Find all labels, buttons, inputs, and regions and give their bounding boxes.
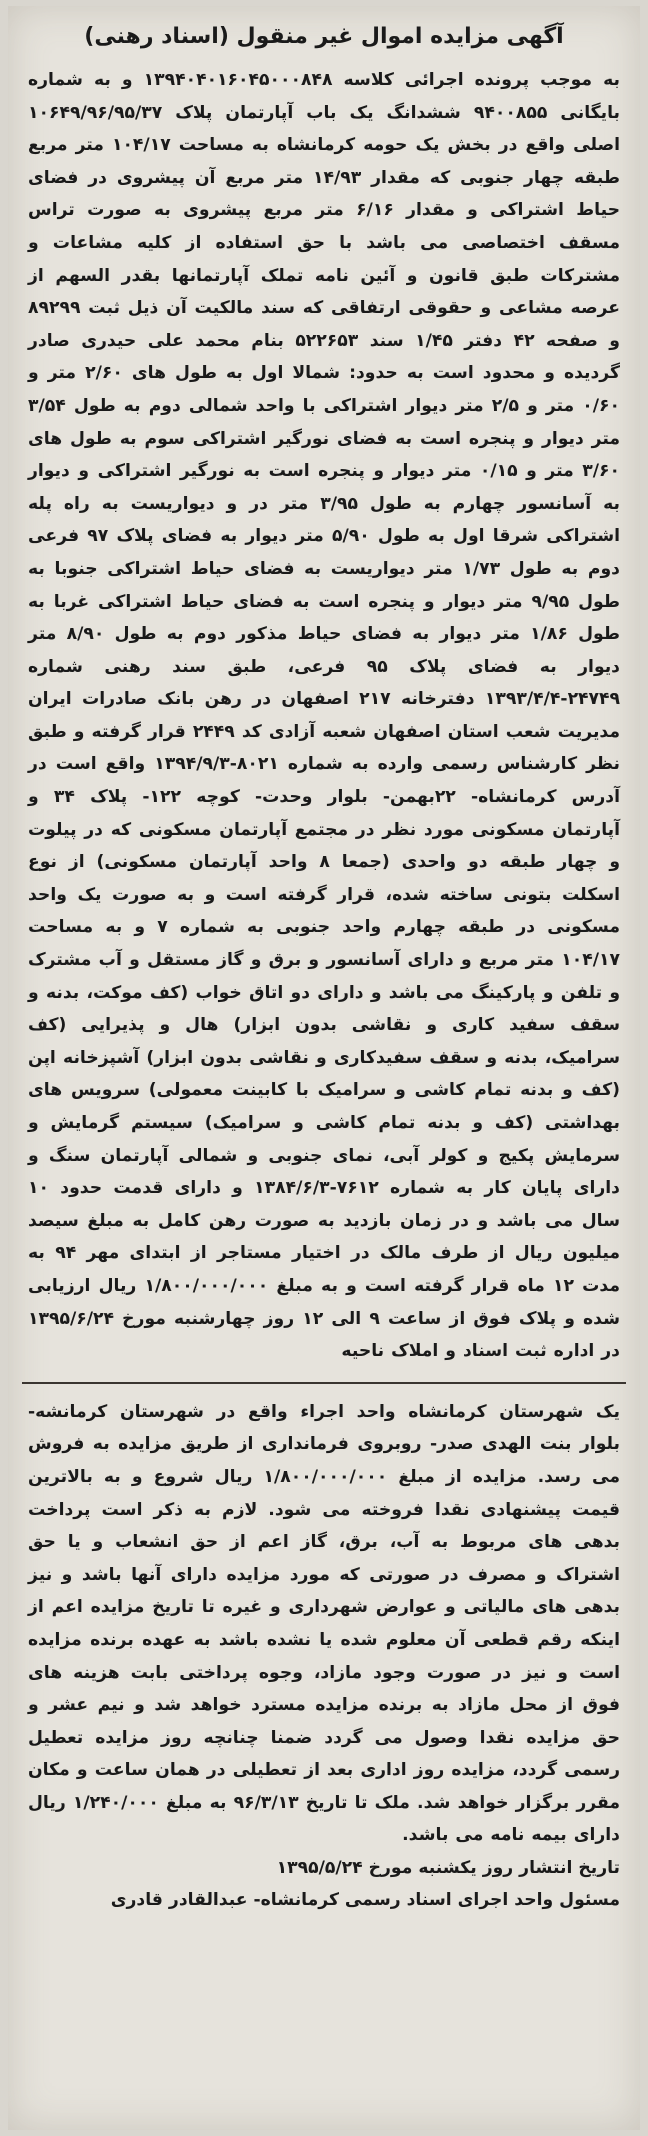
notice-body-part1: به موجب پرونده اجرائی کلاسه ۱۳۹۴۰۴۰۱۶۰۴۵۰۰۰۸۴۸ و به شماره بایگانی ۹۴۰۰۸۵۵ ششدانگ یک باب آپارتمان پلاک ۱۰۶۴۹/۹۶/۹۵/۳۷ اصلی واقع در بخش یک حومه کرمانشاه به مساحت ۱۰۴/۱۷ متر مربع طبقه چهار جنوبی که مقدار ۱۴/۹۳ متر مربع آن پیشروی در فضای حیاط اشتراکی و مقدار ۶/۱۶ متر مربع پیشروی به صورت تراس مسقف اختصاصی می باشد با حق استفاده از کلیه مشاعات و مشترکات طبق قانون و آئین نامه تملک آپارتمانها بقدر السهم از عرصه مشاعی و حقوقی ارتفاقی که سند مالکیت آن ذیل ثبت ۸۹۲۹۹ و صفحه ۴۲ دفتر ۱/۴۵ سند ۵۲۲۶۵۳ بنام محمد علی حیدری صادر گردیده و محدود است به حدود: شمالا اول به طول های ۲/۶۰ متر و ۰/۶۰ متر و ۲/۵ متر دیوار اشتراکی با واحد شمالی دوم به طول ۳/۵۴ متر دیوار و پنجره است به فضای نورگیر اشتراکی سوم به طول های ۳/۶۰ متر و ۰/۱۵ متر دیوار و پنجره است به نورگیر اشتراکی و دیوار به آسانسور چهارم به طول ۳/۹۵ متر در و دیواریست به راه پله اشتراکی شرقا اول به طول ۵/۹۰ متر دیوار به فضای پلاک ۹۷ فرعی دوم به طول ۱/۷۳ متر دیواریست به فضای حیاط اشتراکی جنوبا به طول ۹/۹۵ متر دیوار و پنجره است به فضای حیاط اشتراکی غربا به طول ۱/۸۶ متر دیوار به فضای حیاط مذکور دوم به طول ۸/۹۰ متر دیوار به فضای پلاک ۹۵ فرعی، طبق سند رهنی شماره ۲۴۷۴۹-۱۳۹۳/۴/۴ دفترخانه ۲۱۷ اصفهان در رهن بانک صادرات ایران مدیریت شعب استان اصفهان شعبه آزادی کد ۲۴۴۹ قرار گرفته و طبق نظر کارشناس رسمی وارده به شماره ۸۰۲۱-۱۳۹۴/۹/۳ واقع است در آدرس کرمانشاه- ۲۲بهمن- بلوار وحدت- کوچه ۱۲۲- پلاک ۳۴ و آپارتمان مسکونی مورد نظر در مجتمع آپارتمان مسکونی که در پیلوت و چهار طبقه دو واحدی (جمعا ۸ واحد آپارتمان مسکونی) از نوع اسکلت بتونی ساخته شده، قرار گرفته است و به صورت یک واحد مسکونی در طبقه چهارم واحد جنوبی به شماره ۷ و به مساحت ۱۰۴/۱۷ متر مربع و دارای آسانسور و برق و گاز مستقل و آب مشترک و تلفن و پارکینگ می باشد و دارای دو اتاق خواب (کف موکت، بدنه و سقف سفید کاری و نقاشی بدون ابزار) هال و پذیرایی (کف سرامیک، بدنه و سقف سفیدکاری و نقاشی بدون ابزار) آشپزخانه اپن (کف و بدنه تمام کاشی و سرامیک با کابینت معمولی) سرویس های بهداشتی (کف و بدنه تمام کاشی و سرامیک) سیستم گرمایش و سرمایش پکیج و کولر آبی، نمای جنوبی و شمالی آپارتمان سنگ و دارای پایان کار به شماره ۷۶۱۲-۱۳۸۴/۶/۳ و دارای قدمت حدود ۱۰ سال می باشد و در زمان بازدید به صورت رهن کامل به مبلغ سیصد میلیون ریال از طرف مالک در اختیار مستاجر از ابتدای مهر ۹۴ به مدت ۱۲ ماه قرار گرفته است و به مبلغ ۱/۸۰۰/۰۰۰/۰۰۰ ریال ارزیابی شده و پلاک فوق از ساعت ۹ الی ۱۲ روز چهارشنبه مورخ ۱۳۹۵/۶/۲۴ در اداره ثبت اسناد و املاک ناحیه: [28, 70, 621, 1362]
publish-date: تاریخ انتشار روز یکشنبه مورخ ۱۳۹۵/۵/۲۴: [276, 1858, 620, 1879]
column-divider: [22, 1382, 626, 1384]
signature-line: مسئول واحد اجرای اسناد رسمی کرمانشاه- عبدالقادر قادری: [110, 1890, 620, 1911]
auction-notice: [22, 16, 626, 2120]
notice-body-part2: یک شهرستان کرمانشاه واحد اجراء واقع در شهرستان کرمانشه- بلوار بنت الهدی صدر- روبروی فرمانداری از طریق مزایده به فروش می رسد. مزایده از مبلغ ۱/۸۰۰/۰۰۰/۰۰۰ ریال شروع و به بالاترین قیمت پیشنهادی نقدا فروخته می شود. لازم به ذکر است پرداخت بدهی های مربوط به آب، برق، گاز اعم از حق انشعاب و یا حق اشتراک و مصرف در صورتی که مورد مزایده دارای آنها باشد و نیز بدهی های مالیاتی و عوارض شهرداری و غیره تا تاریخ مزایده اعم از اینکه رقم قطعی آن معلوم شده یا نشده باشد به عهده برنده مزایده است و نیز در صورت وجود مازاد، وجوه پرداختی بابت هزینه های فوق از محل مازاد به برنده مزایده مسترد خواهد شد و نیم عشر و حق مزایده نقدا وصول می گردد ضمنا چنانچه روز مزایده تعطیل رسمی گردد، مزایده روز اداری بعد از تعطیلی در همان ساعت و مکان مقرر برگزار خواهد شد. ملک تا تاریخ ۹۶/۳/۱۳ به مبلغ ۱/۲۴۰/۰۰۰ ریال دارای بیمه نامه می باشد.: [28, 1401, 620, 1846]
newspaper-clipping: [8, 6, 640, 2130]
notice-title: آگهی مزایده اموال غیر منقول (اسناد رهنی): [84, 24, 564, 49]
